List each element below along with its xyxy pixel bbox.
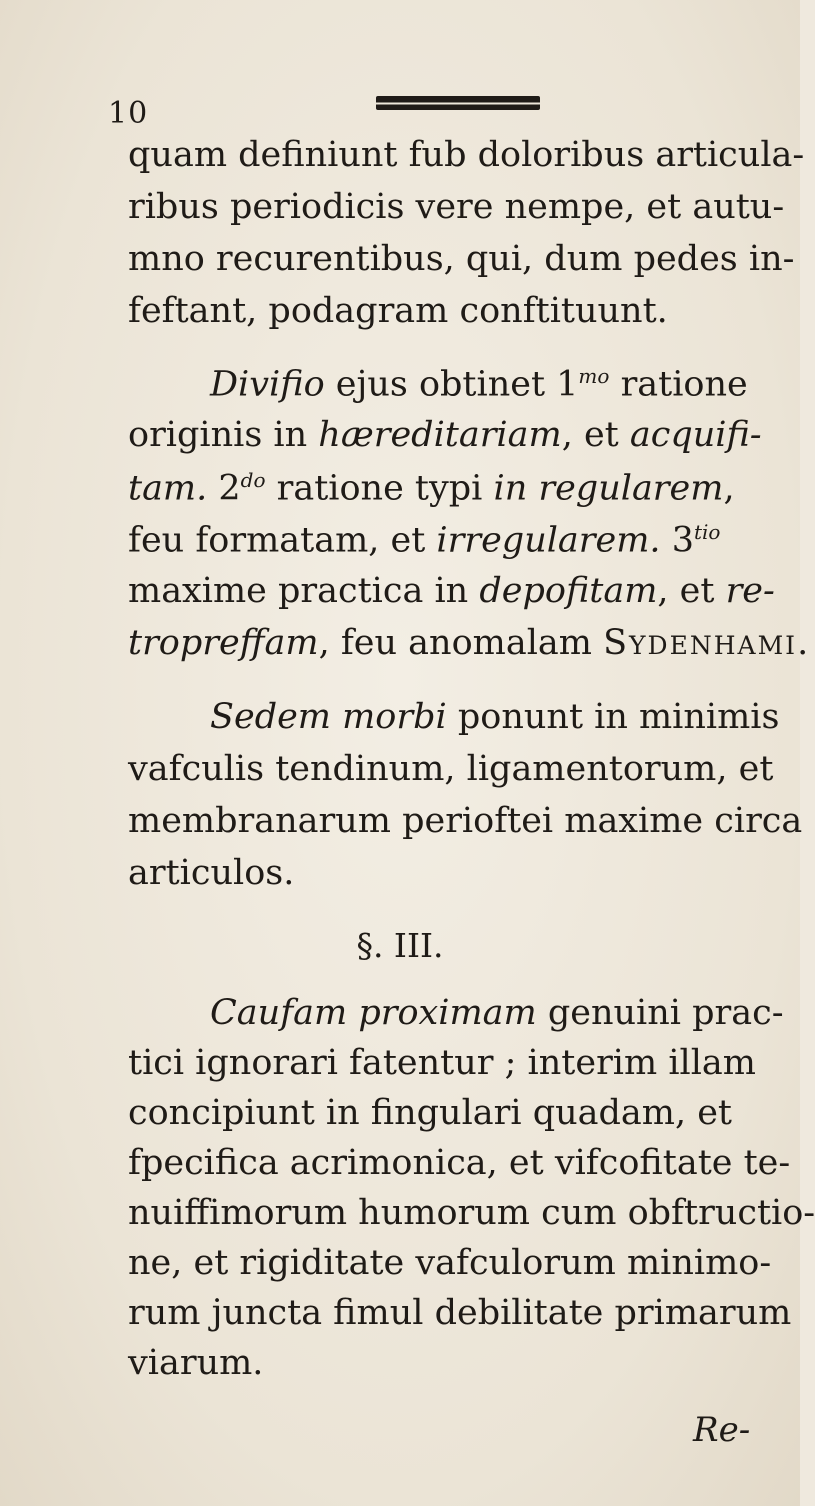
author-name: Sydenhami — [603, 623, 798, 663]
text-line: vafculis tendinum, ligamentorum, et — [128, 749, 774, 789]
text-line: tici ignorari fatentur ; interim illam — [128, 1043, 756, 1083]
text-line: tam. $2^{do}$ ratione typi in regularem, — [128, 468, 735, 509]
section-heading: §. III. — [356, 926, 444, 965]
text-line: maxime practica in depofitam, et re- — [128, 571, 775, 611]
text-line: nuiffimorum humorum cum obftructio- — [128, 1193, 815, 1233]
text-line: articulos. — [128, 853, 295, 893]
text-line: feftant, podagram conftituunt. — [128, 291, 668, 331]
text-line: viarum. — [128, 1343, 264, 1383]
page-number: 10 — [108, 96, 149, 131]
text-line: Divifio ejus obtinet $1^{mo}$ ratione — [210, 364, 748, 405]
text-line: mno recurentibus, qui, dum pedes in- — [128, 239, 795, 279]
text-line: ne, et rigiditate vafculorum minimo- — [128, 1243, 772, 1283]
text-line: Sedem morbi ponunt in minimis — [210, 697, 780, 737]
term-divisio: Divifio — [210, 364, 325, 405]
text-line: fpecifica acrimonica, et vifcofitate te- — [128, 1143, 791, 1183]
text-line: feu formatam, et irregularem. $3^{tio}$ — [128, 520, 721, 561]
text-line: originis in hæreditariam, et acquifi- — [128, 415, 762, 455]
text-line: Caufam proximam genuini prac- — [210, 993, 784, 1033]
text-line: ribus periodicis vere nempe, et autu- — [128, 187, 785, 227]
catchword: Re- — [693, 1410, 751, 1450]
text-line: membranarum perioftei maxime circa — [128, 801, 803, 841]
text-line: rum juncta fimul debilitate primarum — [128, 1293, 792, 1333]
header-ornament-rule — [376, 96, 540, 110]
text-line: quam definiunt fub doloribus articula- — [128, 135, 805, 175]
text-line: tropreffam, feu anomalam Sydenhami. — [128, 623, 809, 663]
text-line: concipiunt in fingulari quadam, et — [128, 1093, 732, 1133]
